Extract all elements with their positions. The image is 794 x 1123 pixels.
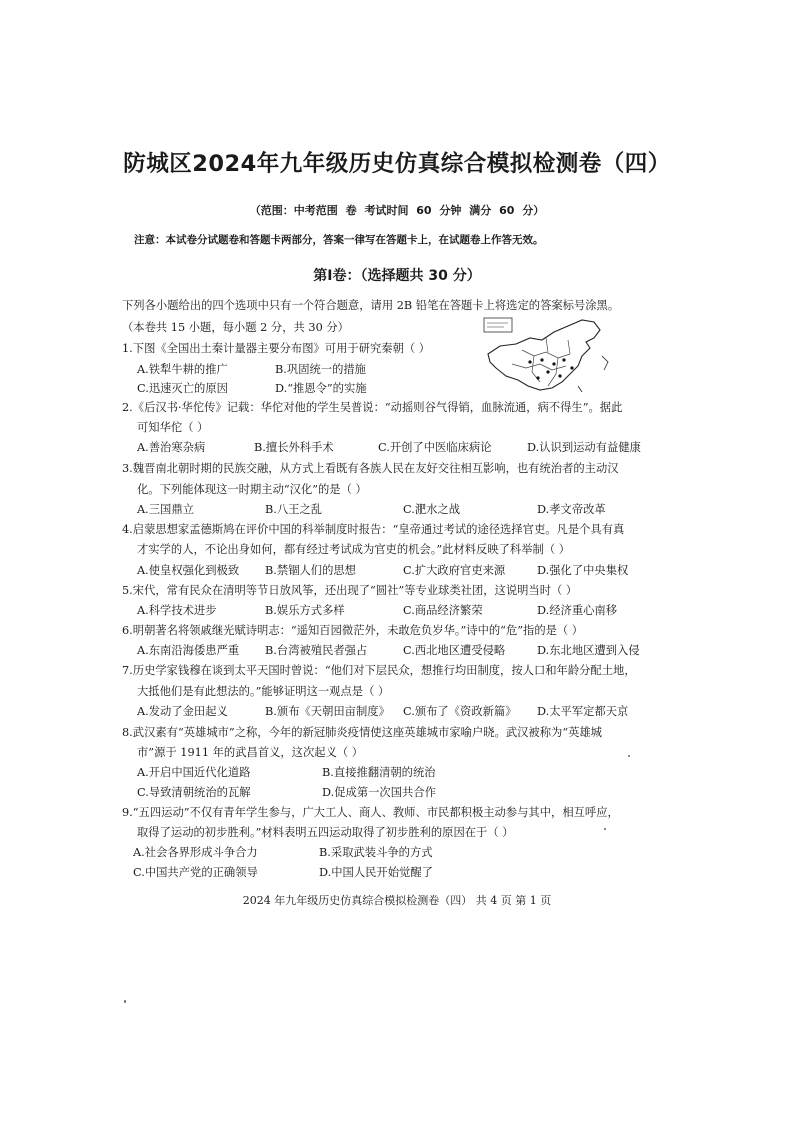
question-option: C.西北地区遭受侵略: [403, 644, 506, 657]
question-option: B.擅长外科手术: [254, 441, 334, 454]
page-footer: 2024 年九年级历史仿真综合模拟检测卷（四） 共 4 页 第 1 页: [242, 894, 552, 907]
question-stem: 可知华佗（ ）: [137, 421, 209, 434]
question-option: B.台湾被殖民者强占: [265, 644, 368, 657]
question-option: C.淝水之战: [403, 503, 461, 516]
question-stem: 大抵他们是有此想法的。”能够证明这一观点是（ ）: [137, 685, 390, 698]
question-option: D.东北地区遭到入侵: [537, 644, 640, 657]
question-option: C.颁布了《资政新篇》: [403, 705, 517, 718]
question-option: D.“推恩令”的实施: [275, 382, 367, 395]
page-title: 防城区2024年九年级历史仿真综合模拟检测卷（四）: [123, 151, 671, 177]
question-option: D.经济重心南移: [537, 604, 618, 617]
question-stem: 化。下列能体现这一时期主动“汉化”的是（ ）: [137, 483, 367, 496]
exam-scope: （范围：中考范围 卷 考试时间 60 分钟 满分 60 分）: [249, 204, 545, 217]
question-option: C.导致清朝统治的瓦解: [137, 786, 251, 799]
intro-line: 下列各小题给出的四个选项中只有一个符合题意，请用 2B 铅笔在答题卡上将选定的答案标号涂黑。: [122, 299, 620, 312]
question-option: C.扩大政府官吏来源: [403, 564, 506, 577]
intro-line: （本卷共 15 小题，每小题 2 分，共 30 分）: [122, 321, 349, 334]
question-stem: 才实学的人，不论出身如何，都有经过考试成为官吏的机会。”此材料反映了科举制（ ）: [137, 543, 571, 556]
question-stem: 8.武汉素有“英雄城市”之称，今年的新冠肺炎疫情使这座英雄城市家喻户晓。武汉被称为“英雄城: [122, 726, 602, 739]
scan-speck: [628, 755, 630, 757]
question-option: A.开启中国近代化道路: [137, 766, 251, 779]
question-option: A.善治寒杂病: [137, 441, 206, 454]
question-stem: 取得了运动的初步胜利。”材料表明五四运动取得了初步胜利的原因在于（ ）: [137, 826, 514, 839]
question-option: A.社会各界形成斗争合力: [133, 846, 258, 859]
question-stem: 4.启蒙思想家孟德斯鸠在评价中国的科举制度时报告：“皇帝通过考试的途径选择官吏。凡是个具有真: [122, 523, 625, 536]
question-stem: 5.宋代，常有民众在清明等节日放风筝，还出现了“圆社”等专业球类社团，这说明当时（ ）: [122, 584, 578, 597]
section-heading: 第Ⅰ卷：（选择题共 30 分）: [313, 268, 481, 284]
question-option: D.强化了中央集权: [537, 564, 629, 577]
question-stem: 市”源于 1911 年的武昌首义，这次起义（ ）: [137, 746, 364, 759]
question-option: D.促成第一次国共合作: [322, 786, 436, 799]
scan-speck: [604, 828, 606, 830]
question-option: D.太平军定都天京: [537, 705, 629, 718]
question-stem: 6.明朝著名将领戚继光赋诗明志：“遥知百园微茫外，未敢危负岁华。”诗中的“危”指的是（ ）: [122, 624, 584, 637]
question-option: B.娱乐方式多样: [265, 604, 345, 617]
question-option: D.中国人民开始觉醒了: [319, 866, 433, 879]
question-option: B.禁锢人们的思想: [265, 564, 356, 577]
question-stem: 3.魏晋南北朝时期的民族交融，从方式上看既有各族人民在友好交往相互影响，也有统治者的主动汉: [122, 462, 619, 475]
question-option: A.发动了金田起义: [137, 705, 228, 718]
question-stem: 7.历史学家钱穆在谈到太平天国时曾说：“他们对下层民众，想推行均田制度，按人口和年龄分配土地，: [122, 664, 636, 677]
question-option: B.直接推翻清朝的统治: [322, 766, 436, 779]
question-option: A.使皇权强化到极致: [137, 564, 240, 577]
question-option: A.东南沿海倭患严重: [137, 644, 240, 657]
question-option: B.采取武装斗争的方式: [319, 846, 433, 859]
question-option: B.颁布《天朝田亩制度》: [265, 705, 390, 718]
question-option: D.认识到运动有益健康: [527, 441, 641, 454]
question-option: A.铁犁牛耕的推广: [137, 363, 228, 376]
question-option: C.商品经济繁荣: [403, 604, 483, 617]
question-option: C.中国共产党的正确领导: [133, 866, 258, 879]
question-stem: 2.《后汉书·华佗传》记载：华佗对他的学生吴普说：“动摇则谷气得销，血脉流通，病不得生”。据此: [122, 401, 623, 414]
question-option: C.开创了中医临床病论: [378, 441, 492, 454]
question-option: B.巩固统一的措施: [275, 363, 366, 376]
map-of-china-icon: [482, 316, 634, 398]
question-option: D.孝文帝改革: [537, 503, 606, 516]
question-option: C.迅速灭亡的原因: [137, 382, 228, 395]
question-option: A.科学技术进步: [137, 604, 217, 617]
question-stem: 1.下图《全国出土秦计量器主要分布图》可用于研究秦朝（ ）: [122, 342, 431, 355]
question-stem: 9.“五四运动”不仅有青年学生参与，广大工人、商人、教师、市民都积极主动参与其中，相互呼应，: [122, 806, 619, 819]
exam-note: 注意：本试卷分试题卷和答题卡两部分，答案一律写在答题卡上，在试题卷上作答无效。: [134, 234, 544, 246]
scan-speck: [124, 1000, 126, 1003]
question-option: B.八王之乱: [265, 503, 323, 516]
question-option: A.三国鼎立: [137, 503, 194, 516]
